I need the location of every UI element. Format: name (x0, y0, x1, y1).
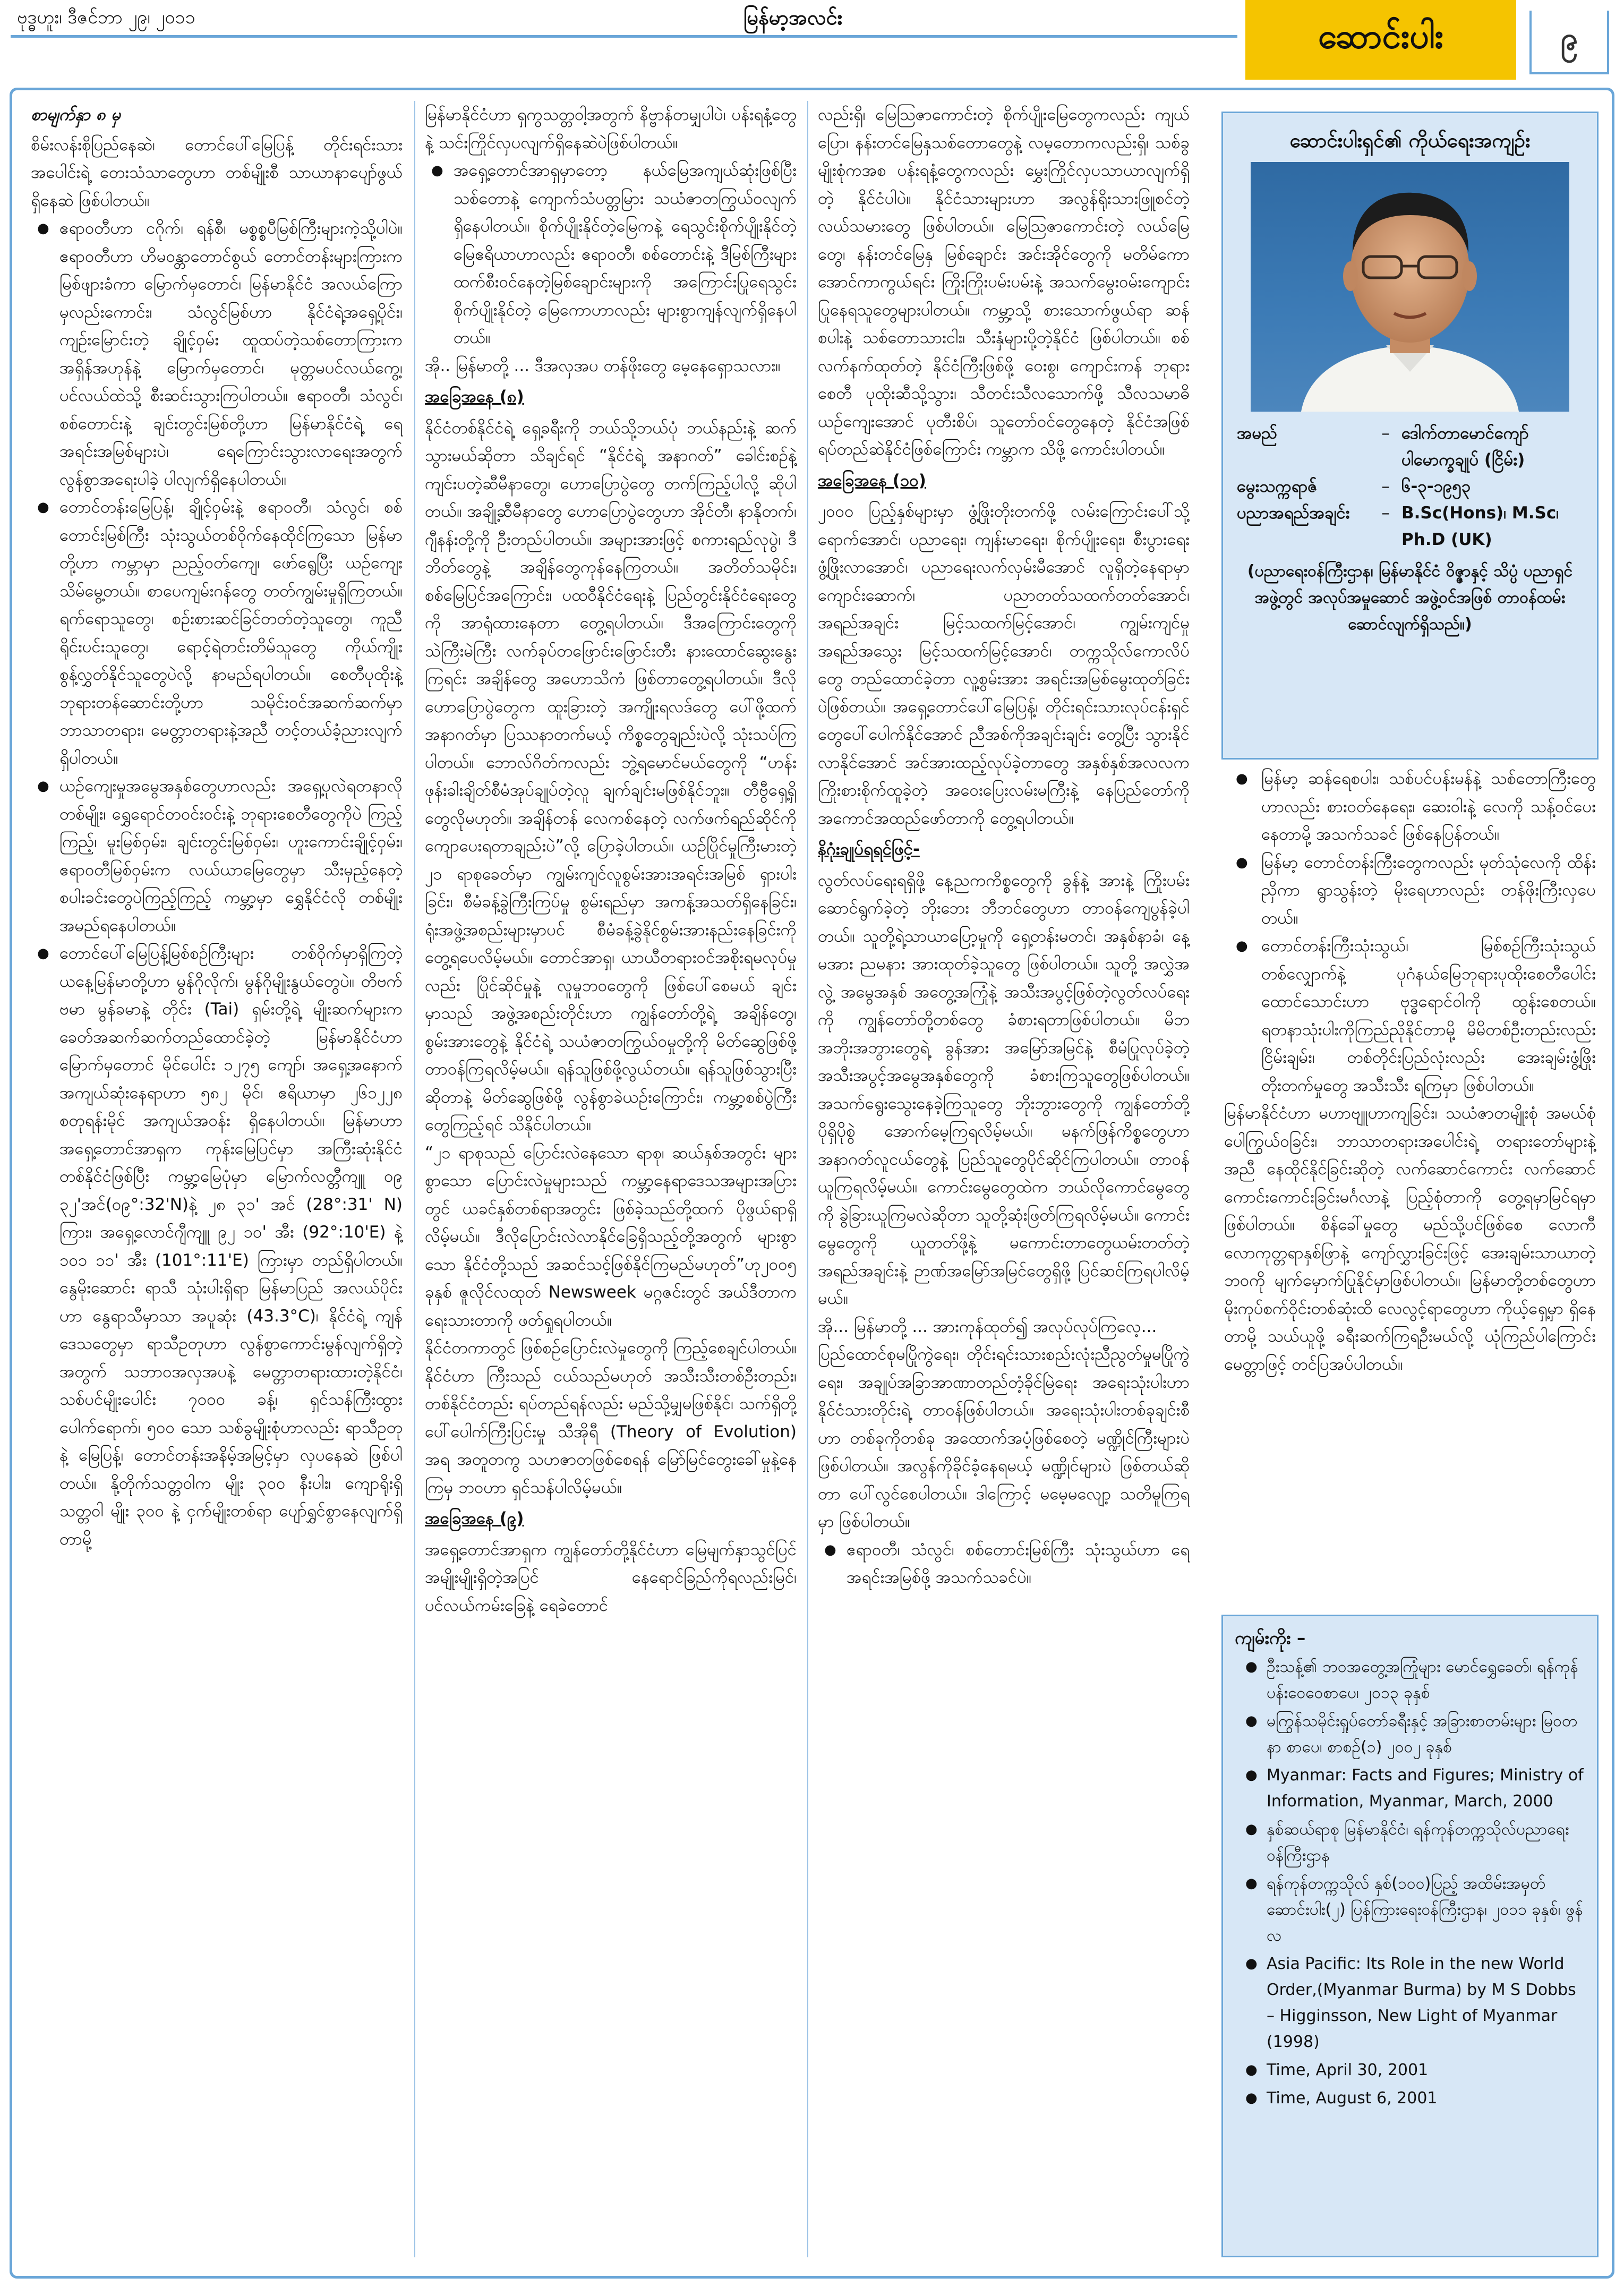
paragraph: အရှေ့တောင်အာရှက ကျွန်တော်တို့နိုင်ငံဟာ မြေမျက်နှာသွင်ပြင် အမျိုးမျိုးရှိတဲ့အပြင် နေရောင်ခြည်ကိုရလည်းမြင်၊ ပင်လယ်ကမ်းခြေနဲ့ ရေခဲတောင် (425, 1540, 797, 1615)
issue-date: ဗုဒ္ဓဟူး၊ ဒီဇင်ဘာ ၂၉၊ ၂၀၁၁ (17, 7, 195, 28)
paragraph: အို... မြန်မာတို့ ... အားကုန်ထုတ်၍ အလုပ်လုပ်ကြလေ့... (818, 1317, 1157, 1336)
bio-row-education (1237, 500, 1583, 553)
article-column-3 (818, 101, 1190, 1592)
subheading: နိဂုံးချုပ်ရရင်ဖြင့်- (818, 840, 920, 859)
column-rule (807, 101, 808, 2257)
reference-item: ● ရန်ကုန်တက္ကသိုလ် နှစ်(၁၀၀)ပြည့် အထိမ်းအမှတ် ဆောင်းပါး(၂) ပြန်ကြားရေးဝန်ကြီးဌာန၊ ၂၀၁၁ ခုနှစ်၊ ဖွန်လ (1235, 1871, 1585, 1949)
bio-row-dob (1237, 473, 1583, 500)
paragraph: မြန်မာနိုင်ငံဟာ မဟာဗျူဟာကျခြင်း၊ သယံဇာတမျိုးစုံ အမယ်စုံ ပေါကြွယ်ဝခြင်း၊ ဘာသာတရားအပေါင်းရဲ့ တရားတော်များနဲ့အညီ နေထိုင်နိုင်ခြင်းဆိုတဲ့ လက်ဆောင်ကောင်း လက်ဆောင်ကောင်းကောင်းခြင်းမင်္ဂလာနဲ့ ပြည့်စုံတာကို တွေ့ရမှာမြင်ရမှာ ဖြစ်ပါတယ်။ စိန်ခေါ်မှုတွေ မည်သို့ပင်ဖြစ်စေ လောကီ လောကုတ္တရာနှစ်ဖြာနဲ့ ကျော်လွှားခြင်းဖြင့် အေးချမ်းသာယာတဲ့ဘဝကို မျက်မှောက်ပြုနိုင်မှာဖြစ်ပါတယ်။ မြန်မာတို့တစ်တွေဟာ မိုးကုပ်စက်ဝိုင်းတစ်ဆုံးထိ လေလွင့်ရာတွေဟာ ကိုယ့်ရှေ့မှာ ရှိနေတာမို့ သယ်ယူဖို့ ခရီးဆက်ကြရဦးမယ်လို့ ယုံကြည်ပါကြောင်း မေတ္တာဖြင့် တင်ပြအပ်ပါတယ်။ (1224, 1104, 1596, 1374)
paragraph: စိမ်းလန်းစိုပြည်နေဆဲ၊ တောင်ပေါ်မြေပြန့် တိုင်းရင်းသားအပေါင်းရဲ့ တေးသံသာတွေဟာ တစ်မျိုးစီ သာယာနာပျော်ဖွယ် ရှိနေဆဲ ဖြစ်ပါတယ်။ (31, 135, 403, 210)
bio-dash: – (1381, 424, 1390, 443)
references-title: ကျမ်းကိုး – (1235, 1627, 1306, 1648)
article-column-1 (31, 101, 403, 1553)
reference-item: ● Asia Pacific: Its Role in the new World Order,(Myanmar Burma) by M S Dobbs – Higginsson, New Light of Myanmar (1998) (1235, 1951, 1585, 2055)
bullet-paragraph: ● မြန်မာ့ ဆန်ရေစပါး၊ သစ်ပင်ပန်းမန်နဲ့ သစ်တောကြီးတွေဟာလည်း စားဝတ်နေရေး၊ ဆေးဝါးနဲ့ လေကို သန့်ဝင်ပေးနေတာမို့ အသက်သခင် ဖြစ်နေပြန်တယ်။ (1224, 765, 1596, 849)
bio-dash: – (1381, 504, 1390, 523)
bullet-paragraph: ● တောင်ပေါ်မြေပြန့်မြစ်စဉ်ကြီးများ တစ်ဝိုက်မှာရှိကြတဲ့ ယနေ့မြန်မာတို့ဟာ မွန်ဂိုလိုက်၊ မွန်ဂိုမျိုးနွယ်တွေပဲ။ တိဗက်ဗမာ မွန်ခမာနဲ့ တိုင်း (Tai) ရှမ်းတို့ရဲ့ မျိုးဆက်များက ခေတ်အဆက်ဆက်တည်ထောင်ခဲ့တဲ့ မြန်မာနိုင်ငံဟာ မြောက်မှတောင် မိုင်ပေါင်း ၁၂၇၅ ကျော်၊ အရှေ့အနောက် အကျယ်ဆုံးနေရာဟာ ၅၈၂ မိုင်၊ ဧရိယာမှာ ၂၆၁၂၂၈ စတုရန်းမိုင် အကျယ်အဝန်း ရှိနေပါတယ်။ မြန်မာဟာ အရှေ့တောင်အာရှက ကုန်းမြေပြင်မှာ အကြီးဆုံးနိုင်ငံ တစ်နိုင်ငံဖြစ်ပြီး ကမ္ဘာ့မြေပုံမှာ မြောက်လတ္တီကျူ ၀၉ ၃၂'အင်(၀၉°:32'N)နဲ့ ၂၈ ၃၁' အင် (28°:31' N) ကြား၊ အရှေ့လောင်ဂျီကျူ ၉၂ ၁၀' အီး (92°:10'E) နဲ့ ၁၀၁ ၁၁' အီး (101°:11'E) ကြားမှာ တည်ရှိပါတယ်။ နွေမိုးဆောင်း ရာသီ သုံးပါးရှိရာ မြန်မာပြည် အလယ်ပိုင်းဟာ နွေရာသီမှာသာ အပူဆုံး (43.3°C)၊ နိုင်ငံရဲ့ ကျန်ဒေသတွေမှာ ရာသီဥတုဟာ လွန်စွာကောင်းမွန်လျက်ရှိတဲ့အတွက် သဘာဝအလှအပနဲ့ မေတ္တာတရားထားတဲ့နိုင်ငံ၊ သစ်ပင်မျိုးပေါင်း ၇၀၀၀ ခန့်၊ ရှင်သန်ကြီးထွား ပေါက်ရောက်၊ ၅၀၀ သော သစ်ခွမျိုးစုံဟာလည်း ရာသီဥတုနဲ့ မြေပြန့်၊ တောင်တန်းအနိမ့်အမြင့်မှာ လှပနေဆဲ ဖြစ်ပါတယ်။ နို့တိုက်သတ္တဝါက မျိုး ၃၀၀ နီးပါး၊ ကျောရိုးရှိသတ္တဝါ မျိုး ၃၀၀ နဲ့ ငှက်မျိုးတစ်ရာ ပျော်ရွှင်စွာနေလျက်ရှိတာမို့ (31, 940, 403, 1553)
reference-item: ● Time, April 30, 2001 (1235, 2057, 1585, 2083)
bullet-paragraph: ● ဧရာဝတီ၊ သံလွင်၊ စစ်တောင်းမြစ်ကြီး သုံးသွယ်ဟာ ရေအရင်းအမြစ်ဖို့ အသက်သခင်ပဲ။ (818, 1536, 1190, 1592)
bio-value: ဒေါက်တာမောင်ကျော် ပါမောက္ခချုပ် (ငြိမ်း) (1401, 424, 1529, 470)
references-box (1221, 1615, 1599, 2257)
paragraph: ပြည်ထောင်စုမပြိုကွဲရေး၊ တိုင်းရင်းသားစည်းလုံးညီညွတ်မှုမပြိုကွဲရေး၊ အချုပ်အခြာအာဏာတည်တံ့ခိုင်မြဲရေး အရေးသုံးပါးဟာ နိုင်ငံသားတိုင်းရဲ့ တာဝန်ဖြစ်ပါတယ်။ အရေးသုံးပါးတစ်ခုချင်းစီဟာ တစ်ခုကိုတစ်ခု အထောက်အပံ့ဖြစ်စေတဲ့ မဏ္ဍိုင်ကြီးများပဲဖြစ်ပါတယ်။ အလွန်ကိုခိုင်ခံ့နေရမယ့် မဏ္ဍိုင်များပဲ ဖြစ်တယ်ဆိုတာ ပေါ်လွင်စေပါတယ်။ ဒါကြောင့် မမေ့မလျော့ သတိမူကြရမှာ ဖြစ်ပါတယ်။ (818, 1345, 1190, 1531)
reference-item: ● မကြွန်သမိုင်းရှုပ်တော်ခရီးနှင့် အခြားစာတမ်းများ မြဝတနာ စာပေ၊ စာစဉ်(၁) ၂၀၀၂ ခုနှစ် (1235, 1708, 1585, 1760)
newspaper-name: မြန်မာ့အလင်း (743, 6, 843, 29)
bullet-paragraph: ● တောင်တန်းမြေပြန့်၊ ချိုင့်ဝှမ်းနဲ့ ဧရာဝတီ၊ သံလွင်၊ စစ်တောင်းမြစ်ကြီး သုံးသွယ်တစ်ဝိုက်နေထိုင်ကြသော မြန်မာတို့ဟာ ကမ္ဘာမှာ ညည့်ဝတ်ကျေ၊ ဖော်ရွေပြီး ယဉ်ကျေးသိမ်မွေ့တယ်။ စာပေကျမ်းဂန်တွေ တတ်ကျွမ်းမှုရှိကြတယ်။ ရက်ရောသူတွေ၊ စဉ်းစားဆင်ခြင်တတ်တဲ့သူတွေ၊ ကူညီရိုင်းပင်းသူတွေ၊ ရောင့်ရဲတင်းတိမ်သူတွေ ကိုယ်ကျိုးစွန့်လွှတ်နိုင်သူတွေပဲလို့ နာမည်ရပါတယ်။ စေတီပုထိုးနဲ့ ဘုရားတန်ဆောင်းတို့ဟာ သမိုင်းဝင်အဆက်ဆက်မှာ ဘာသာတရား၊ မေတ္တာတရားနဲ့အညီ တင့်တယ်ခံ့ညားလျက်ရှိပါတယ်။ (31, 493, 403, 772)
bullet-paragraph: ● မြန်မာ့ တောင်တန်းကြီးတွေကလည်း မုတ်သုံလေကို ထိန်းညှိကာ ရွာသွန်းတဲ့ မိုးရေဟာလည်း တန်ဖိုးကြီးလှပေတယ်။ (1224, 849, 1596, 933)
paragraph: ၂၀၀၀ ပြည့်နှစ်များမှာ ဖွံ့ဖြိုးတိုးတက်ဖို့ လမ်းကြောင်းပေါ်သို့ ရောက်အောင်၊ ပညာရေး၊ ကျန်းမာရေး၊ စိုက်ပျိုးရေး၊ စီးပွားရေး ဖွံ့ဖြိုးလာအောင်၊ ပညာရေးလက်လှမ်းမီအောင် လူရှိတဲ့နေရာမှာ ကျောင်းဆောက်၊ ပညာတတ်သထက်တတ်အောင်၊ အရည်အချင်း မြင့်သထက်မြင့်အောင်၊ ကျွမ်းကျင်မှုအရည်အသွေး မြင့်သထက်မြင့်အောင်၊ တက္ကသိုလ်ကောလိပ်တွေ တည်ထောင်ခဲ့တာ လူ့စွမ်းအား အရင်းအမြစ်မွေးထုတ်ခြင်းပဲဖြစ်တယ်။ အရှေ့တောင်ပေါ်မြေပြန့်၊ တိုင်းရင်းသားလုပ်ငန်းရှင်တွေပေါ်ပေါက်နိုင်အောင် ညီအစ်ကိုအချင်းချင်း တွေ့ပြီး သွားနိုင်လာနိုင်အောင် အင်အားထည့်လုပ်ခဲ့တာတွေ အနှစ်နှစ်အလလက ကြိုးစားစိုက်ထူခဲ့တဲ့ အဝေးပြေးလမ်းမကြီးနဲ့ နေပြည်တော်ကို အကောင်အထည်ဖော်တာကို တွေ့ရပါတယ်။ (818, 502, 1190, 828)
section-label: ဆောင်းပါး (1245, 0, 1516, 80)
header-rule (11, 35, 1237, 38)
paragraph: လည်းရှိ၊ မြေဩဇာကောင်းတဲ့ စိုက်ပျိုးမြေတွေကလည်း ကျယ်ပြော၊ နန်းတင်မြေနှသစ်တောတွေနဲ့ လမ့တောကလည်းရှိ၊ သစ်ခွမျိုးစုံကအစ ပန်းရနံ့တွေကလည်း မွှေးကြိုင်လှပသာယာလျက်ရှိတဲ့ နိုင်ငံပါပဲ။ နိုင်ငံသားများဟာ အလွန်ရိုးသားဖြူစင်တဲ့ လယ်သမားတွေ ဖြစ်ပါတယ်။ မြေဩဇာကောင်းတဲ့ လယ်မြေတွေ၊ နန်းတင်မြေနှ မြစ်ချောင်း အင်းအိုင်တွေကို မတိမ်ကောအောင်ကာကွယ်ရင်း ကြိုးကြိုးပမ်းပမ်းနဲ့ အသက်မွေးဝမ်းကျောင်းပြုနေရသူတွေများပါတယ်။ ကမ္ဘာ့သို့ စားသောက်ဖွယ်ရာ ဆန်စပါးနဲ့ သစ်တောသားငါး၊ သီးနှံများပို့တဲ့နိုင်ငံ ဖြစ်ပါတယ်။ စစ်လက်နက်ထုတ်တဲ့ နိုင်ငံကြီးဖြစ်ဖို့ ဝေးစွ၊ ကျောင်းကန် ဘုရားစေတီ ပုထိုးဆီသို့သွား၊ သီတင်းသီလသောက်ဖို့ သီလသမာဓိယဉ်ကျေးအောင် ပုတီးစိပ်၊ သူတော်ဝင်တွေနေတဲ့ နိုင်ငံအဖြစ် ရပ်တည်ဆဲနိုင်ငံဖြစ်ကြောင်း ကမ္ဘာက သိဖို့ ကောင်းပါတယ်။ (818, 105, 1190, 459)
bio-value: ၆-၃-၁၉၅၃ (1401, 477, 1471, 496)
column-rule (414, 101, 415, 2257)
page-number: ၉ (1529, 11, 1609, 74)
paragraph: “၂၁ ရာစုသည် ပြောင်းလဲနေသော ရာစု၊ ဆယ်နှစ်အတွင်း များစွာသော ပြောင်းလဲမှုများသည် ကမ္ဘာ့နေရာဒေသအများအပြားတွင် ယခင်နှစ်တစ်ရာအတွင်း ဖြစ်ခဲ့သည်တို့ထက် ပိုဖွယ်ရာရှိလိမ့်မယ်။ ဒီလိုပြောင်းလဲလာနိုင်ခြေရှိသည့်တို့အတွက် များစွာသော နိုင်ငံတို့သည် အဆင်သင့်ဖြစ်နိုင်ကြမည်မဟုတ်”ဟု၂၀၀၅ ခုနှစ် ဇူလိုင်လထုတ် Newsweek မဂ္ဂဇင်းတွင် အယ်ဒီတာက ရေးသားတာကို ဖတ်ရှုရပါတယ်။ (425, 1143, 797, 1330)
reference-item: ● Myanmar: Facts and Figures; Ministry of Information, Myanmar, March, 2000 (1235, 1762, 1585, 1814)
bullet-paragraph: ● အရှေ့တောင်အာရှမှာတော့ နယ်မြေအကျယ်ဆုံးဖြစ်ပြီး သစ်တောနဲ့ ကျောက်သံပတ္တမြား သယံဇာတကြွယ်ဝလျက် ရှိနေပါတယ်။ စိုက်ပျိုးနိုင်တဲ့မြေကနဲ့ ရေသွင်းစိုက်ပျိုးနိုင်တဲ့ မြေဧရိယာဟာလည်း ဧရာဝတီ၊ စစ်တောင်းနဲ့ ဒီမြစ်ကြီးများ ထက်စီးဝင်နေတဲ့မြစ်ချောင်းများကို အကြောင်းပြုရေသွင်းစိုက်ပျိုးနိုင်တဲ့ မြေကောဟာလည်း များစွာကျန်လျက်ရှိနေပါတယ်။ (425, 157, 797, 352)
paragraph: အို.. မြန်မာတို့ ... ဒီအလှအပ တန်ဖိုးတွေ မေ့နေရှောသလား။ (425, 356, 781, 376)
paragraph: လွတ်လပ်ရေးရရှိဖို့ နေ့ညကကိစ္စတွေကို ခွန်နဲ့ အားနဲ့ ကြိုးပမ်းဆောင်ရွက်ခဲ့တဲ့ ဘိုးဘေး ဘီဘင်တွေဟာ တာဝန်ကျေပွန်ခဲ့ပါတယ်။ သူတို့ရဲ့သာယာပြော့မှုကို ရှေ့တန်းမတင်၊ အနှစ်နာခံ၊ နေ့မအား ညမနား အားထုတ်ခဲ့သူတွေ ဖြစ်ပါတယ်။ သူတို့ အလွှဲအလွဲ့ အမွေအနှစ် အတွေ့အကြုံနဲ့ အသီးအပွင့်ဖြစ်တဲ့လွတ်လပ်ရေးကို ကျွန်တော်တို့တစ်တွေ ခံစားရတာဖြစ်ပါတယ်။ မိဘ အဘိုးအဘွားတွေရဲ့ ခွန်အား အမြော်အမြင်နဲ့ စီမံပြုလုပ်ခဲ့တဲ့ အသီးအပွင့်အမွေအနှစ်တွေကို ခံစားကြသူတွေဖြစ်ပါတယ်။ အသက်ရွေးသွေးနေခဲ့ကြသူတွေ ဘိုးဘွားတွေကို ကျွန်တော်တို့ ပိုရှိပိုစွဲ အောက်မေ့ကြရလိမ့်မယ်။ မနက်ဖြန်ကိစ္စတွေဟာ အနာဂတ်လူငယ်တွေနဲ့ ပြည်သူတွေပိုင်ဆိုင်ကြပါတယ်။ တာဝန်ယူကြရလိမ့်မယ်။ ကောင်းမွေတွေထဲက ဘယ်လိုကောင်မွေတွေကို ခွဲခြားယူကြမလဲဆိုတာ သူတို့ဆုံးဖြတ်ကြရလိမ့်မယ်။ ကောင်းမွေတွေကို ယူတတ်ဖို့နဲ့ မကောင်းတာတွေယမ်းတတ်တဲ့ အရည်အချင်းနဲ့ ဉာဏ်အမြော်အမြင်တွေရှိဖို့ ပြင်ဆင်ကြရပါလိမ့်မယ်။ (818, 871, 1190, 1308)
bio-label: ပညာအရည်အချင်း (1237, 504, 1350, 523)
author-bio-box (1221, 112, 1599, 760)
bio-label: အမည် (1237, 424, 1278, 443)
portrait-illustration (1251, 162, 1569, 412)
bullet-paragraph: ● ဧရာဝတီဟာ ငဂိုက်၊ ရန်စီ၊ မစ္စစ္စပီမြစ်ကြီးများကဲ့သို့ပါပဲ။ ဧရာဝတီဟာ ဟိမဝန္တာတောင်စွယ် တောင်တန်းများကြားက မြစ်ဖျားခံကာ မြောက်မှတောင်၊ မြန်မာနိုင်ငံ အလယ်ကြောမှလည်းကောင်း၊ သံလွင်မြစ်ဟာ နိုင်ငံရဲ့အရှေ့ပိုင်း၊ ကျဉ်းမြောင်းတဲ့ ချိုင့်ဝှမ်း ထူထပ်တဲ့သစ်တောကြားက အရှိန်အဟုန်နဲ့ မြောက်မှတောင်၊ မုတ္တမပင်လယ်ကွေ့၊ ပင်လယ်ထဲသို့ စီးဆင်းသွားကြပါတယ်။ ဧရာဝတီ၊ သံလွင်၊ စစ်တောင်းနဲ့ ချင်းတွင်းမြစ်တို့ဟာ မြန်မာနိုင်ငံရဲ့ ရေအရင်းအမြစ်များပဲ၊ ရေကြောင်းသွားလာရေးအတွက် လွန်စွာအရေးပါခဲ့ ပါလျက်ရှိနေပါတယ်။ (31, 215, 403, 493)
paragraph: နိုင်ငံတစ်နိုင်ငံရဲ့ ရှေ့ခရီးကို ဘယ်သို့ဘယ်ပုံ ဘယ်နည်းနဲ့ ဆက်သွားမယ်ဆိုတာ သိချင်ရင် “နိုင်ငံရဲ့ အနာဂတ်” ခေါင်းစဉ်နဲ့ ကျင်းပတဲ့ဆီမီနာတွေ၊ ဟောပြောပွဲတွေ တက်ကြည့်ပါလို့ ဆိုပါတယ်။ အချို့ဆီမီနာတွေ ဟောပြောပွဲတွေဟာ အိုင်တီ၊ နာနိုတက်၊ ဂျီနန်းတို့ကို ဦးတည်ပါတယ်။ အများအားဖြင့် စကားရည်လုပွဲ၊ ဒီဘိတ်တွေနဲ့ အချိန်တွေကုန်နေကြတယ်။ အတိတ်သမိုင်း၊ စစ်မြေပြင်အကြောင်း၊ ပထဝီနိုင်ငံရေးနဲ့ ပြည်တွင်းနိုင်ငံရေးတွေကို အာရုံထားနေတာ တွေ့ရပါတယ်။ ဒီအကြောင်းတွေကို သဲကြီးမဲကြီး လက်ခုပ်တဖြောင်းဖြောင်းတီး နားထောင်ဆွေးနွေးကြရင်း အချိန်တွေ အဟောသိကံ ဖြစ်တာတွေ့ရပါတယ်။ ဒီလိုဟောပြောပွဲတွေက ထူးခြားတဲ့ အကျိုးရလဒ်တွေ ပေါ်ဖို့ထက် အနာဂတ်မှာ ပြဿနာတက်မယ့် ကိစ္စတွေချည်းပဲလို့ သုံးသပ်ကြပါတယ်။ ဘောလ်ဂိတ်ကလည်း ဘွဲ့ရမောင်မယ်တွေကို “ဟန်းဖုန်းခါးချိတ်စီမံအုပ်ချုပ်တဲ့လူ ချက်ချင်းမဖြစ်နိုင်ဘူး။ တီဗွီရှေ့ရှိတွေလိုမဟုတ်။ အချိန်တန် လေကစ်နေတဲ့ လက်ဖက်ရည်ဆိုင်ကို ကျောပေးရတာချည်းပဲ”လို့ ပြောခဲ့ပါတယ်။ ယဉ်ပြိုင်မှုကြီးမားတဲ့ ၂၁ ရာစုခေတ်မှာ ကျွမ်းကျင်လူစွမ်းအားအရင်းအမြစ် ရှားပါးခြင်း၊ စီမံခန့်ခွဲကြီးကြပ်မှု စွမ်းရည်မှာ အကန့်အသတ်ရှိနေခြင်း၊ ရုံးအဖွဲ့အစည်းများမှာပင် စီမံခန့်ခွဲနိုင်စွမ်းအားနည်းနေခြင်းကို တွေ့ရပေလိမ့်မယ်။ တောင်အာရှ၊ ယာယီတရားဝင်အစိုးရမလုပ်မှုလည်း ပြိုင်ဆိုင်မှုနဲ့ လူမှုဘဝတွေကို ဖြစ်ပေါ်စေမယ် ချင်းမှာသည် အဖွဲ့အစည်းတိုင်းဟာ ကျွန်တော်တို့ရဲ့ အချိန်တွေ၊ စွမ်းအားတွေနဲ့ နိုင်ငံရဲ့ သယံဇာတကြွယ်ဝမှုတို့ကို မိတ်ဆွေဖြစ်ဖို့ တာဝန်ကြရလိမ့်မယ်။ ရန်သူဖြစ်ဖို့လွယ်တယ်။ ရန်သူဖြစ်သွားပြီးဆိုတာနဲ့ မိတ်ဆွေဖြစ်ဖို့ လွန်စွာခဲယဉ်းကြောင်း၊ ကမ္ဘာ့စစ်ပွဲကြီးတွေကြည့်ရင် သိနိုင်ပါတယ်။ (425, 418, 797, 1135)
subheading: အခြေအနေ (၈) (425, 387, 524, 406)
bullet-paragraph: ● တောင်တန်းကြီးသုံးသွယ်၊ မြစ်စဉ်ကြီးသုံးသွယ်တစ်လျှောက်နဲ့ ပုဂံနယ်မြေဘုရားပုထိုးစေတီပေါင်း ထောင်သောင်းဟာ ဗုဒ္ဓရောင်ဝါကို ထွန်းစေတယ်။ ရတနာသုံးပါးကိုကြည်ညိုနိုင်တာမို့ မိမိတစ်ဦးတည်းလည်း ငြိမ်းချမ်း၊ တစ်တိုင်းပြည်လုံးလည်း အေးချမ်းဖွံ့ဖြိုးတိုးတက်မှုတွေ အသီးသီး ရကြမှာ ဖြစ်ပါတယ်။ (1224, 932, 1596, 1099)
reference-item: ● နှစ်ဆယ်ရာစု မြန်မာနိုင်ငံ၊ ရန်ကုန်တက္ကသိုလ်ပညာရေးဝန်ကြီးဌာန (1235, 1816, 1585, 1869)
subheading: အခြေအနေ (၉) (425, 1509, 524, 1528)
reference-item: ● Time, August 6, 2001 (1235, 2085, 1585, 2111)
continued-from: စာမျက်နှာ ၈ မှ (31, 105, 121, 124)
bio-value: B.Sc(Hons)၊ M.Sc၊ Ph.D (UK) (1401, 504, 1559, 549)
bio-title: ဆောင်းပါးရှင်၏ ကိုယ်ရေးအကျဉ်း (1289, 129, 1531, 152)
article-column-2 (425, 101, 797, 1619)
paragraph: နိုင်ငံတကာတွင် ဖြစ်စဉ်ပြောင်းလဲမှုတွေကို ကြည့်စေချင်ပါတယ်။ နိုင်ငံဟာ ကြီးသည် ငယ်သည်မဟုတ် အသီးသီးတစ်ဦးတည်း၊ တစ်နိုင်ငံတည်း ရပ်တည်ရန်လည်း မည်သို့မျှမဖြစ်နိုင်၊ သက်ရှိတို့ပေါ်ပေါက်ကြီးပြင်းမှု သီအိုရီ (Theory of Evolution) အရ အတူတကွ သဟဇာတဖြစ်စေရန် မြော်မြင်တွေးခေါ်မှုနဲ့နေကြမှ ဘဝဟာ ရှင်သန်ပါလိမ့်မယ်။ (425, 1338, 797, 1497)
author-portrait (1251, 162, 1569, 412)
paragraph: မြန်မာနိုင်ငံဟာ ရှကွသတ္တဝါ့အတွက် နိဗ္ဗာန်တမျှပါပဲ၊ ပန်းရနံ့တွေနဲ့ သင်းကြိုင်လှပလျက်ရှိနေဆဲပဲဖြစ်ပါတယ်။ (425, 105, 797, 152)
subheading: အခြေအနေ (၁၀) (818, 471, 926, 490)
bullet-paragraph: ● ယဉ်ကျေးမှုအမွေအနှစ်တွေဟာလည်း အရှေ့ပုလဲရတနာလိုတစ်မျိုး၊ ရွှေရောင်တဝင်းဝင်းနဲ့ ဘုရားစေတီတွေကိုပဲ ကြည့်ကြည့်၊ မူးမြစ်ဝှမ်း၊ ချင်းတွင်းမြစ်ဝှမ်း၊ ဟူးကောင်းချိုင့်ဝှမ်း၊ ဧရာဝတီမြစ်ဝှမ်းက လယ်ယာမြေတွေမှာ သီးမှည့်နေတဲ့ စပါးခင်းတွေပဲကြည့်ကြည့် ကမ္ဘာ့မှာ ရွှေနိုင်ငံလို တစ်မျိုးအမည်ရနေပါတယ်။ (31, 772, 403, 940)
reference-item: ● ဦးသန့်၏ ဘဝအတွေ့အကြုံများ မောင်ရွှေခေတ်၊ ရန်ကုန် ပန်းဝေဝေစာပေ၊ ၂၀၁၃ ခုနှစ် (1235, 1654, 1585, 1706)
bio-note: (ပညာရေးဝန်ကြီးဌာန၊ မြန်မာနိုင်ငံ ဝိဇ္ဇာနှင့် သိပ္ပံ ပညာရှင်အဖွဲ့တွင် အလုပ်အမှုဆောင် အဖွဲ့ဝင်အဖြစ် တာဝန်ထမ်းဆောင်လျက်ရှိသည်။) (1247, 562, 1573, 634)
bio-row-name (1237, 420, 1583, 473)
article-column-4 (1224, 765, 1596, 1378)
bio-dash: – (1381, 477, 1390, 496)
bio-label: မွေးသက္ကရာဇ် (1237, 477, 1318, 496)
